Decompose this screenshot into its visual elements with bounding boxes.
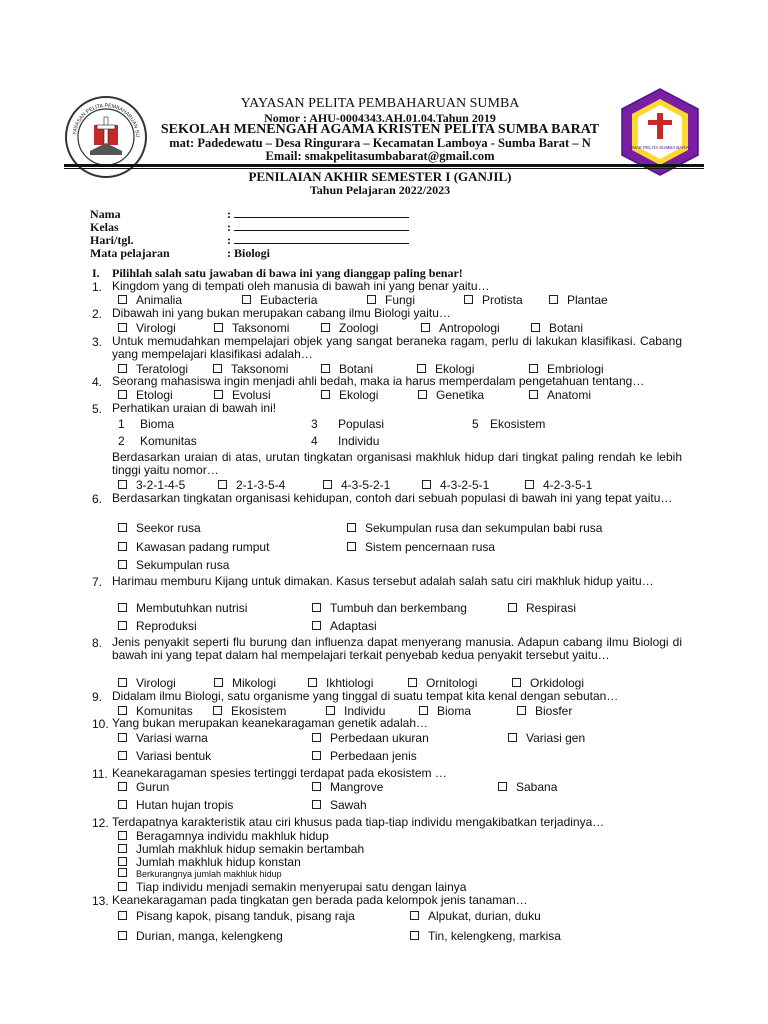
option[interactable]: Hutan hujan tropis: [118, 798, 233, 812]
date-field[interactable]: :: [227, 233, 409, 248]
question-text: Terdapatnya karakteristik atau ciri khusus pada tiap-tiap individu mengakibatkan terjadinya…: [112, 815, 605, 829]
option[interactable]: Reproduksi: [118, 619, 197, 633]
list-item: Individu: [338, 434, 380, 448]
option[interactable]: Embriologi: [529, 362, 604, 376]
option[interactable]: Ikhtiologi: [308, 676, 373, 690]
option[interactable]: Alpukat, durian, duku: [410, 909, 541, 923]
exam-title: PENILAIAN AKHIR SEMESTER I (GANJIL): [248, 169, 512, 184]
options-row: [118, 676, 698, 690]
checkbox-icon: [508, 733, 517, 742]
checkbox-icon: [214, 390, 223, 399]
option[interactable]: Pisang kapok, pisang tanduk, pisang raja: [118, 909, 355, 923]
options-row: [118, 293, 698, 307]
option[interactable]: 2-1-3-5-4: [218, 478, 285, 492]
checkbox-icon: [312, 751, 321, 760]
option[interactable]: Botani: [531, 321, 583, 335]
checkbox-icon: [118, 831, 127, 840]
option[interactable]: Sekumpulan rusa: [118, 558, 229, 572]
option[interactable]: Anatomi: [529, 388, 591, 402]
question-text: Dibawah ini yang bukan merupakan cabang ilmu Biologi yaitu…: [112, 306, 451, 320]
option[interactable]: Virologi: [118, 676, 176, 690]
option[interactable]: 4-3-5-2-1: [323, 478, 390, 492]
checkbox-icon: [118, 560, 127, 569]
checkbox-icon: [312, 733, 321, 742]
option[interactable]: Variasi warna: [118, 731, 208, 745]
option[interactable]: Taksonomi: [214, 321, 289, 335]
option[interactable]: Individu: [326, 704, 385, 718]
option[interactable]: 4-3-2-5-1: [422, 478, 489, 492]
option[interactable]: Etologi: [118, 388, 173, 402]
option[interactable]: 4-2-3-5-1: [525, 478, 592, 492]
options-row: [118, 798, 698, 812]
option[interactable]: Kawasan padang rumput: [118, 540, 269, 554]
list-item: 2: [118, 434, 125, 448]
options-row: [118, 478, 698, 492]
option[interactable]: Taksonomi: [213, 362, 288, 376]
question-number: 1.: [92, 280, 103, 294]
checkbox-icon: [347, 523, 356, 532]
question-text: Jenis penyakit seperti flu burung dan influenza dapat menyerang manusia. Adapun cabang ilmu Biologi di bawah ini yang tepat dalam hal mempelajari terkait penyebab kedua penyakit tersebut yaitu…: [112, 635, 682, 662]
options-row: [118, 749, 698, 763]
checkbox-icon: [347, 542, 356, 551]
option[interactable]: Antropologi: [421, 321, 500, 335]
question-number: 5.: [92, 402, 103, 416]
option[interactable]: Perbedaan jenis: [312, 749, 417, 763]
option[interactable]: Botani: [321, 362, 373, 376]
checkbox-icon: [118, 857, 127, 866]
option[interactable]: Sekumpulan rusa dan sekumpulan babi rusa: [347, 521, 602, 535]
checkbox-icon: [323, 480, 332, 489]
option[interactable]: Bioma: [419, 704, 471, 718]
checkbox-icon: [214, 323, 223, 332]
checkbox-icon: [218, 480, 227, 489]
section-instruction: Pilihlah salah satu jawaban di bawa ini yang dianggap paling benar!: [112, 266, 463, 280]
list-item: 4: [311, 434, 318, 448]
option[interactable]: Genetika: [418, 388, 484, 402]
legal-number: Nomor : AHU-0004343.AH.01.04.Tahun 2019: [264, 111, 496, 125]
checkbox-icon: [422, 480, 431, 489]
checkbox-icon: [529, 390, 538, 399]
checkbox-icon: [312, 621, 321, 630]
checkbox-icon: [418, 390, 427, 399]
option[interactable]: Sabana: [498, 780, 557, 794]
section-number: I.: [92, 266, 100, 280]
checkbox-icon: [118, 706, 127, 715]
exam-year: Tahun Pelajaran 2022/2023: [309, 183, 451, 197]
checkbox-icon: [118, 542, 127, 551]
option[interactable]: Sawah: [312, 798, 367, 812]
option[interactable]: Seekor rusa: [118, 521, 201, 535]
option[interactable]: Variasi gen: [508, 731, 585, 745]
option[interactable]: Animalia: [118, 293, 182, 307]
question-text: Berdasarkan uraian di atas, urutan tingkatan organisasi makhluk hidup dari tingkat paling rendah ke lebih tinggi yaitu nomor…: [112, 450, 682, 477]
option[interactable]: Eubacteria: [242, 293, 317, 307]
question-text: Untuk memudahkan mempelajari objek yang sangat beraneka ragam, perlu di lakukan klasifikasi. Cabang yang mempelajari klasifikasi adalah…: [112, 334, 682, 361]
subject-value: : Biologi: [227, 246, 271, 260]
options-row: [118, 731, 698, 745]
list-item: 5: [472, 417, 479, 431]
option[interactable]: Durian, manga, kelengkeng: [118, 929, 283, 943]
option[interactable]: Membutuhkan nutrisi: [118, 601, 247, 615]
option[interactable]: Variasi bentuk: [118, 749, 211, 763]
checkbox-icon: [118, 678, 127, 687]
checkbox-icon: [321, 364, 330, 373]
option[interactable]: Jumlah makhluk hidup konstan: [118, 855, 301, 869]
question-number: 12.: [92, 816, 109, 830]
checkbox-icon: [118, 844, 127, 853]
question-text: Yang bukan merupakan keanekaragaman genetik adalah…: [112, 716, 428, 730]
checkbox-icon: [367, 295, 376, 304]
options-row: [118, 321, 698, 335]
question-text: Harimau memburu Kijang untuk dimakan. Kasus tersebut adalah salah satu ciri makhluk hidup yaitu…: [112, 574, 654, 588]
date-label: Hari/tgl.: [90, 233, 134, 247]
checkbox-icon: [118, 751, 127, 760]
option[interactable]: Zoologi: [321, 321, 378, 335]
option[interactable]: Berkurangnya jumlah makhluk hidup: [118, 868, 282, 879]
checkbox-icon: [118, 882, 127, 891]
option[interactable]: Mangrove: [312, 780, 383, 794]
options-row: [118, 601, 698, 615]
list-item: 3: [311, 417, 318, 431]
question-number: 6.: [92, 492, 103, 506]
checkbox-icon: [529, 364, 538, 373]
question-number: 10.: [92, 717, 109, 731]
question-number: 3.: [92, 335, 103, 349]
option[interactable]: Fungi: [367, 293, 415, 307]
checkbox-icon: [308, 678, 317, 687]
question-text: Keanekaragaman spesies tertinggi terdapat pada ekosistem …: [112, 766, 447, 780]
checkbox-icon: [517, 706, 526, 715]
option[interactable]: Mikologi: [214, 676, 276, 690]
checkbox-icon: [118, 621, 127, 630]
question-number: 8.: [92, 636, 103, 650]
list-item: Komunitas: [140, 434, 197, 448]
uraian-row: [118, 434, 698, 448]
checkbox-icon: [312, 800, 321, 809]
checkbox-icon: [118, 782, 127, 791]
question-text: Didalam ilmu Biologi, satu organisme yang tinggal di suatu tempat kita kenal dengan sebutan…: [112, 689, 619, 703]
uraian-row: [118, 417, 698, 431]
question-text: Berdasarkan tingkatan organisasi kehidupan, contoh dari sebuah populasi di bawah ini yang tepat yaitu…: [112, 491, 673, 505]
options-row: [118, 829, 698, 843]
option[interactable]: Plantae: [549, 293, 608, 307]
options-row: [118, 909, 698, 923]
checkbox-icon: [531, 323, 540, 332]
option[interactable]: Evolusi: [214, 388, 271, 402]
checkbox-icon: [118, 323, 127, 332]
checkbox-icon: [419, 706, 428, 715]
options-row: [118, 540, 698, 554]
checkbox-icon: [118, 364, 127, 373]
checkbox-icon: [410, 911, 419, 920]
options-row: [118, 929, 698, 943]
checkbox-icon: [498, 782, 507, 791]
question-number: 4.: [92, 375, 103, 389]
list-item: Populasi: [338, 417, 385, 431]
question-number: 13.: [92, 894, 109, 908]
question-number: 2.: [92, 307, 103, 321]
checkbox-icon: [312, 603, 321, 612]
options-row: [118, 780, 698, 794]
subject-label: Mata pelajaran: [90, 246, 170, 260]
checkbox-icon: [512, 678, 521, 687]
question-number: 7.: [92, 575, 103, 589]
option[interactable]: Respirasi: [508, 601, 576, 615]
checkbox-icon: [214, 678, 223, 687]
options-row: [118, 521, 698, 535]
option[interactable]: Ekosistem: [213, 704, 286, 718]
options-row: [118, 388, 698, 402]
foundation-name: YAYASAN PELITA PEMBAHARUAN SUMBA: [240, 96, 520, 111]
school-address: mat: Padedewatu – Desa Ringurara – Kecamatan Lamboya - Sumba Barat – N: [169, 136, 591, 150]
checkbox-icon: [417, 364, 426, 373]
option[interactable]: Komunitas: [118, 704, 193, 718]
question-text: Perhatikan uraian di bawah ini!: [112, 401, 277, 415]
checkbox-icon: [118, 911, 127, 920]
option[interactable]: Tin, kelengkeng, markisa: [410, 929, 561, 943]
checkbox-icon: [213, 706, 222, 715]
option[interactable]: Teratologi: [118, 362, 188, 376]
checkbox-icon: [118, 295, 127, 304]
question-text: Kingdom yang di tempati oleh manusia di bawah ini yang benar yaitu…: [112, 279, 490, 293]
checkbox-icon: [118, 733, 127, 742]
checkbox-icon: [525, 480, 534, 489]
option[interactable]: 3-2-1-4-5: [118, 478, 185, 492]
class-label: Kelas: [90, 220, 119, 234]
list-item: Ekosistem: [490, 417, 546, 431]
options-row: [118, 558, 698, 572]
name-label: Nama: [90, 207, 121, 221]
list-item: Bioma: [140, 417, 175, 431]
option[interactable]: Ekologi: [321, 388, 378, 402]
checkbox-icon: [408, 678, 417, 687]
checkbox-icon: [549, 295, 558, 304]
question-text: Seorang mahasiswa ingin menjadi ahli bedah, maka ia harus memperdalam pengetahuan tentang…: [112, 374, 645, 388]
checkbox-icon: [508, 603, 517, 612]
option[interactable]: Tiap individu menjadi semakin menyerupai satu dengan lainya: [118, 880, 466, 894]
checkbox-icon: [464, 295, 473, 304]
checkbox-icon: [410, 931, 419, 940]
options-row: [118, 842, 698, 856]
checkbox-icon: [213, 364, 222, 373]
svg-text:SMAK PELITA SUMBA BARAT: SMAK PELITA SUMBA BARAT: [629, 145, 691, 150]
options-row: [118, 619, 698, 633]
checkbox-icon: [118, 603, 127, 612]
checkbox-icon: [118, 480, 127, 489]
option[interactable]: Biosfer: [517, 704, 572, 718]
checkbox-icon: [118, 523, 127, 532]
option[interactable]: Virologi: [118, 321, 176, 335]
checkbox-icon: [421, 323, 430, 332]
question-number: 11.: [92, 767, 108, 781]
checkbox-icon: [118, 390, 127, 399]
option[interactable]: Protista: [464, 293, 523, 307]
school-name: SEKOLAH MENENGAH AGAMA KRISTEN PELITA SUMBA BARAT: [160, 122, 600, 137]
options-row: [118, 880, 698, 894]
checkbox-icon: [118, 931, 127, 940]
checkbox-icon: [118, 800, 127, 809]
checkbox-icon: [242, 295, 251, 304]
question-text: Keanekaragaman pada tingkatan gen berada pada kelompok jenis tanaman…: [112, 893, 528, 907]
option[interactable]: Ornitologi: [408, 676, 477, 690]
option[interactable]: Sistem pencernaan rusa: [347, 540, 495, 554]
option[interactable]: Tumbuh dan berkembang: [312, 601, 467, 615]
checkbox-icon: [321, 390, 330, 399]
option[interactable]: Adaptasi: [312, 619, 377, 633]
checkbox-icon: [118, 868, 127, 877]
option[interactable]: Orkidologi: [512, 676, 584, 690]
name-field[interactable]: :: [227, 207, 409, 222]
option[interactable]: Beragamnya individu makhluk hidup: [118, 829, 329, 843]
question-number: 9.: [92, 690, 103, 704]
checkbox-icon: [326, 706, 335, 715]
option[interactable]: Gurun: [118, 780, 169, 794]
school-email: Email: smakpelitasumbabarat@gmail.com: [265, 149, 495, 163]
checkbox-icon: [321, 323, 330, 332]
option[interactable]: Jumlah makhluk hidup semakin bertambah: [118, 842, 364, 856]
class-field[interactable]: :: [227, 220, 409, 235]
option[interactable]: Ekologi: [417, 362, 474, 376]
option[interactable]: Perbedaan ukuran: [312, 731, 429, 745]
svg-text:YAYASAN PELITA PEMBAHARUAN SUM: YAYASAN PELITA PEMBAHARUAN SU: [72, 102, 141, 138]
options-row: [118, 855, 698, 869]
checkbox-icon: [312, 782, 321, 791]
list-item: 1: [118, 417, 125, 431]
